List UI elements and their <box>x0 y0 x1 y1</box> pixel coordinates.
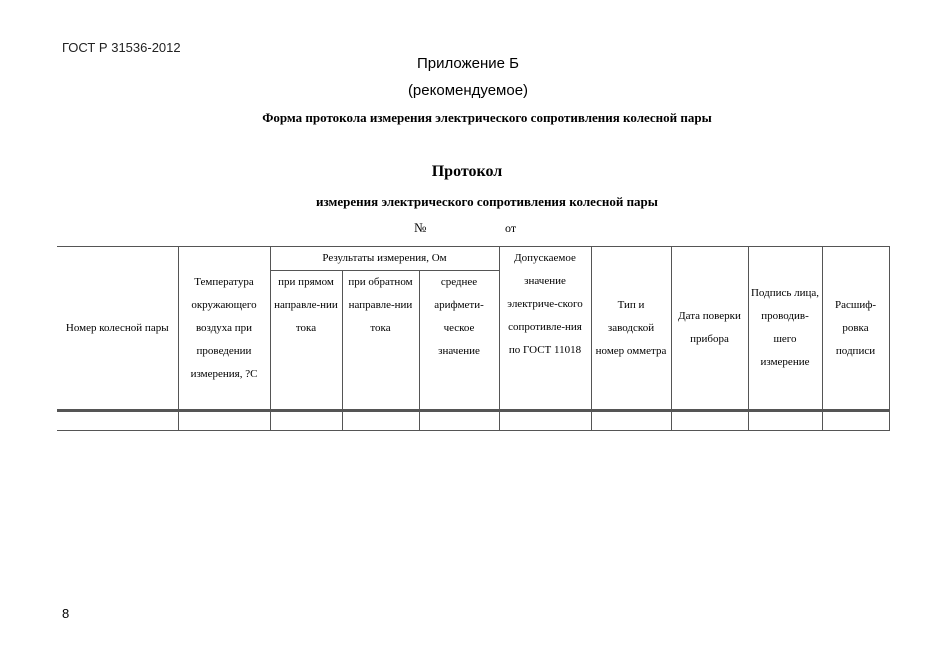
header-results: Результаты измерения, Ом <box>270 247 499 271</box>
header-signature-decoding: Расшиф-ровка подписи <box>822 247 889 411</box>
table-cell[interactable] <box>591 411 671 431</box>
header-mean-value: среднее арифмети-ческое значение <box>419 271 499 411</box>
table-cell[interactable] <box>822 411 889 431</box>
table-cell[interactable] <box>270 411 342 431</box>
table-cell[interactable] <box>57 411 178 431</box>
header-wheelset-number: Номер колесной пары <box>57 247 178 411</box>
page-number: 8 <box>62 606 70 621</box>
table-cell[interactable] <box>748 411 822 431</box>
table-cell[interactable] <box>342 411 419 431</box>
standard-number: ГОСТ Р 31536-2012 <box>62 40 181 55</box>
form-title: Форма протокола измерения электрического сопротивления колесной пары <box>262 110 712 125</box>
header-ohmmeter-type: Тип и заводской номер омметра <box>591 247 671 411</box>
header-signature: Подпись лица, проводив-шего измерение <box>748 247 822 411</box>
table-cell[interactable] <box>178 411 270 431</box>
appendix-title-text: Приложение Б <box>417 55 519 72</box>
header-reverse-current: при обратном направле-нии тока <box>342 271 419 411</box>
header-allowed-value: Допускаемое значение электриче-ского сопротивле-ния по ГОСТ 11018 <box>499 247 591 411</box>
protocol-table <box>57 246 890 431</box>
protocol-subtitle: измерения электрического сопротивления колесной пары <box>316 194 658 209</box>
table-header-row <box>57 247 889 271</box>
table-cell[interactable] <box>671 411 748 431</box>
protocol-number-label: № <box>414 220 427 235</box>
table-cell[interactable] <box>499 411 591 431</box>
header-forward-current: при прямом направле-нии тока <box>270 271 342 411</box>
appendix-status-text: (рекомендуемое) <box>407 82 529 99</box>
protocol-date-label: от <box>505 221 517 235</box>
header-verification-date: Дата поверки прибора <box>671 247 748 411</box>
header-temperature: Температура окружающего воздуха при проведении измерения, ?С <box>178 247 270 411</box>
table-cell[interactable] <box>419 411 499 431</box>
table-row <box>57 411 889 431</box>
protocol-title: Протокол <box>431 163 503 180</box>
protocol-table-wrapper <box>57 246 889 431</box>
